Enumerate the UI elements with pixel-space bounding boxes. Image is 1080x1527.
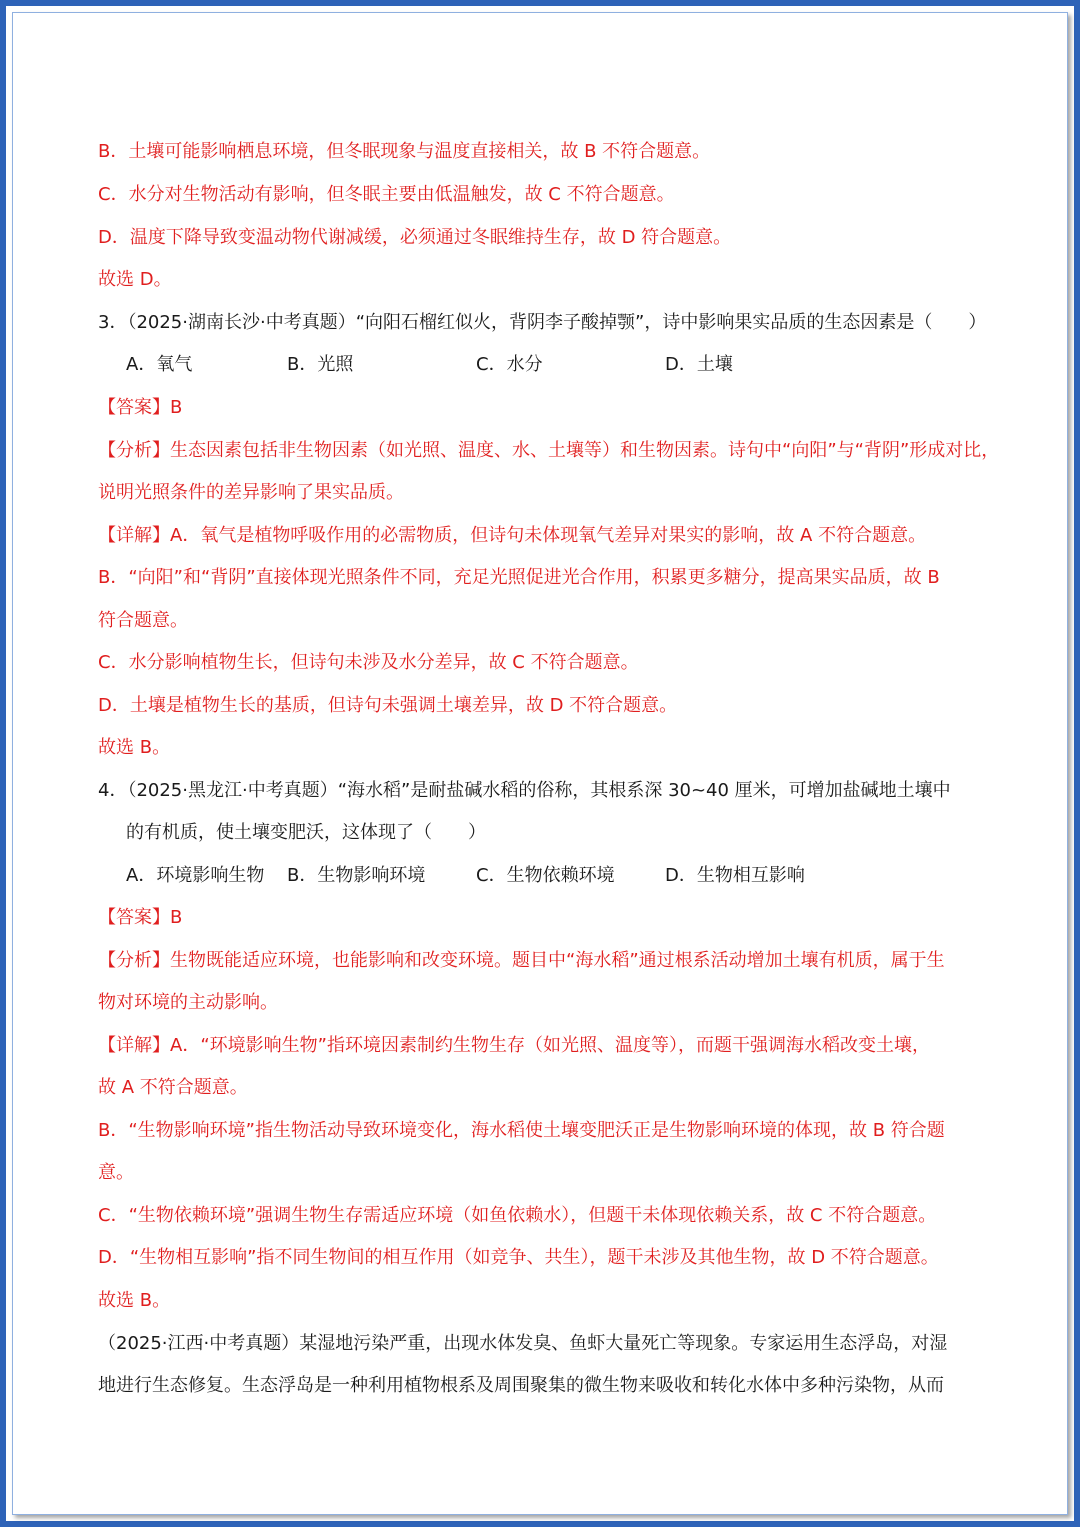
q5-stem-line1: （2025·江西·中考真题）某湿地污染严重，出现水体发臭、鱼虾大量死亡等现象。专家运用生态浮岛，对湿 bbox=[98, 1333, 948, 1354]
q4-detail-a-line2: 故 A 不符合题意。 bbox=[98, 1077, 248, 1098]
q2-detail-b: B．土壤可能影响栖息环境，但冬眠现象与温度直接相关，故 B 不符合题意。 bbox=[98, 141, 711, 162]
q3-analysis-line2: 说明光照条件的差异影响了果实品质。 bbox=[98, 482, 404, 503]
q4-analysis-line1: 【分析】生物既能适应环境，也能影响和改变环境。题目中“海水稻”通过根系活动增加土壤有机质，属于生 bbox=[98, 950, 945, 971]
q3-detail-d: D．土壤是植物生长的基质，但诗句未强调土壤差异，故 D 不符合题意。 bbox=[98, 695, 678, 716]
q4-option-d: D．生物相互影响 bbox=[665, 865, 805, 886]
q4-stem-line1: 4．（2025·黑龙江·中考真题）“海水稻”是耐盐碱水稻的俗称，其根系深 30~40 厘米，可增加盐碱地土壤中 bbox=[98, 780, 951, 801]
q3-option-c: C．水分 bbox=[476, 354, 543, 375]
q4-detail-b-line2: 意。 bbox=[98, 1162, 134, 1183]
q2-choice: 故选 D。 bbox=[98, 269, 172, 290]
q2-detail-d: D．温度下降导致变温动物代谢减缓，必须通过冬眠维持生存，故 D 符合题意。 bbox=[98, 227, 732, 248]
q3-choice: 故选 B。 bbox=[98, 737, 171, 758]
q4-detail-a-line1: 【详解】A．“环境影响生物”指环境因素制约生物生存（如光照、温度等），而题干强调海水稻改变土壤， bbox=[98, 1035, 930, 1056]
q3-analysis-line1: 【分析】生态因素包括非生物因素（如光照、温度、水、土壤等）和生物因素。诗句中“向阳”与“背阴”形成对比， bbox=[98, 440, 1000, 461]
q4-answer: 【答案】B bbox=[98, 907, 183, 928]
q3-option-b: B．光照 bbox=[287, 354, 354, 375]
q5-stem-line2: 地进行生态修复。生态浮岛是一种利用植物根系及周围聚集的微生物来吸收和转化水体中多种污染物，从而 bbox=[98, 1375, 944, 1396]
q4-detail-c: C．“生物依赖环境”强调生物生存需适应环境（如鱼依赖水），但题干未体现依赖关系，故 C 不符合题意。 bbox=[98, 1205, 937, 1226]
q4-option-a: A．环境影响生物 bbox=[126, 865, 265, 886]
q3-option-a: A．氧气 bbox=[126, 354, 193, 375]
q2-detail-c: C．水分对生物活动有影响，但冬眠主要由低温触发，故 C 不符合题意。 bbox=[98, 184, 675, 205]
q3-detail-b-line1: B．“向阳”和“背阴”直接体现光照条件不同，充足光照促进光合作用，积累更多糖分，提高果实品质，故 B bbox=[98, 567, 940, 588]
q4-stem-line2: 的有机质，使土壤变肥沃，这体现了（ ） bbox=[126, 822, 486, 843]
q3-option-d: D．土壤 bbox=[665, 354, 733, 375]
q4-analysis-line2: 物对环境的主动影响。 bbox=[98, 992, 278, 1013]
q3-detail-b-line2: 符合题意。 bbox=[98, 610, 188, 631]
q4-detail-d: D．“生物相互影响”指不同生物间的相互作用（如竞争、共生），题干未涉及其他生物，故 D 不符合题意。 bbox=[98, 1247, 939, 1268]
q3-detail-c: C．水分影响植物生长，但诗句未涉及水分差异，故 C 不符合题意。 bbox=[98, 652, 639, 673]
q3-detail-a: 【详解】A．氧气是植物呼吸作用的必需物质，但诗句未体现氧气差异对果实的影响，故 A 不符合题意。 bbox=[98, 525, 927, 546]
q3-answer: 【答案】B bbox=[98, 397, 183, 418]
q3-stem: 3．（2025·湖南长沙·中考真题）“向阳石榴红似火，背阴李子酸掉颚”，诗中影响果实品质的生态因素是（ ） bbox=[98, 312, 987, 333]
q4-choice: 故选 B。 bbox=[98, 1290, 171, 1311]
q4-option-b: B．生物影响环境 bbox=[287, 865, 426, 886]
q4-option-c: C．生物依赖环境 bbox=[476, 865, 615, 886]
q4-detail-b-line1: B．“生物影响环境”指生物活动导致环境变化，海水稻使土壤变肥沃正是生物影响环境的体现，故 B 符合题 bbox=[98, 1120, 945, 1141]
